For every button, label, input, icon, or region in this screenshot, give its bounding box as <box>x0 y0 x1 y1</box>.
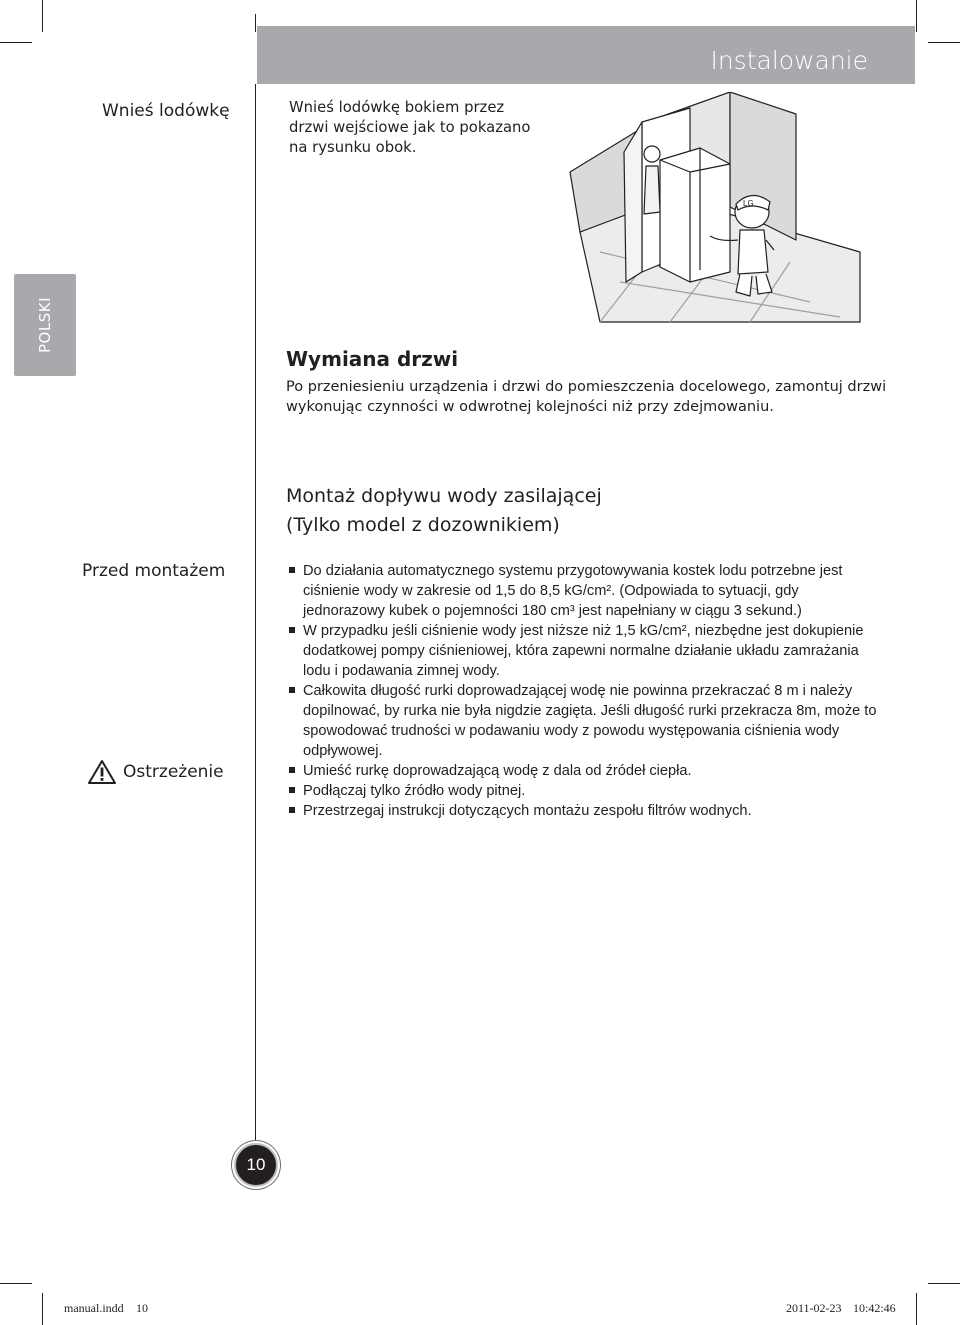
page-number: 10 <box>246 1155 266 1174</box>
doors-text: Po przeniesieniu urządzenia i drzwi do pomieszczenia docelowego, zamontuj drzwi wykonując czynności w odwrotnej kolejności niż przy zdejmowaniu. <box>286 379 887 415</box>
crop-mark <box>928 42 960 43</box>
footer-date: 2011-02-23 <box>786 1301 842 1315</box>
column-divider <box>255 84 256 1144</box>
bullet-square-icon <box>289 567 295 573</box>
bullet-square-icon <box>289 767 295 773</box>
bullet-square-icon <box>289 627 295 633</box>
list-item: Do działania automatycznego systemu przygotowywania kostek lodu potrzebne jest ciśnienie wody w zakresie od 1,5 do 8,5 kG/cm². (Odpowiada to sytuacji, gdy jednorazowy kubek o pojemności 180 cm³ jest napełniany w ciągu 3 sekund.) <box>288 561 878 621</box>
list-item: Podłączaj tylko źródło wody pitnej. <box>288 781 878 801</box>
list-item: Przestrzegaj instrukcji dotyczących montażu zespołu filtrów wodnych. <box>288 801 878 821</box>
crop-mark <box>0 1283 32 1284</box>
bullet-square-icon <box>289 787 295 793</box>
crop-mark <box>42 1293 43 1325</box>
doors-title: Wymiana drzwi <box>286 347 459 371</box>
before-installation-label: Przed montażem <box>82 561 226 581</box>
warning-block <box>87 759 224 785</box>
crop-mark <box>916 0 917 32</box>
water-title <box>286 482 886 540</box>
carry-text: Wnieś lodówkę bokiem przez drzwi wejściowe jak to pokazano na rysunku obok. <box>289 99 531 156</box>
list-item: Umieść rurkę doprowadzającą wodę z dala od źródeł ciepła. <box>288 761 878 781</box>
warning-label: Ostrzeżenie <box>123 762 224 782</box>
lg-logo-text: LG <box>743 199 754 208</box>
crop-mark <box>42 0 43 32</box>
list-item: Całkowita długość rurki doprowadzającej wodę nie powinna przekraczać 8 m i należy dopilnować, by rurka nie była nigdzie zagięta. Jeśli długość rurki przekracza 8m, może to spowodować trudności w podawaniu wody z powodu występowania ciśnienia wody odpływowej. <box>288 681 878 761</box>
fridge-carry-illustration <box>560 92 866 330</box>
language-tab <box>14 274 76 376</box>
footer-page: 10 <box>136 1301 148 1315</box>
water-title-line1: Montaż dopływu wody zasilającej <box>286 485 602 507</box>
crop-mark <box>255 14 256 32</box>
water-title-line2: (Tylko model z dozownikiem) <box>286 514 560 536</box>
footer-filename: manual.indd <box>64 1301 124 1315</box>
footer-time: 10:42:46 <box>853 1301 896 1315</box>
bullet-square-icon <box>289 687 295 693</box>
crop-mark <box>928 1283 960 1284</box>
bullet-square-icon <box>289 807 295 813</box>
warning-triangle-icon <box>87 759 117 785</box>
carry-heading: Wnieś lodówkę <box>102 101 230 121</box>
crop-mark <box>916 1293 917 1325</box>
crop-mark <box>0 42 32 43</box>
list-item: W przypadku jeśli ciśnienie wody jest niższe niż 1,5 kG/cm², niezbędne jest dokupienie dodatkowej pompy ciśnieniowej, która zapewni normalne działanie układu zamrażania lodu i podawania zimnej wody. <box>288 621 878 681</box>
requirements-list <box>288 561 878 821</box>
language-label: POLSKI <box>36 297 54 353</box>
page-section-title: Instalowanie <box>710 46 868 75</box>
page-number-badge <box>234 1143 278 1187</box>
